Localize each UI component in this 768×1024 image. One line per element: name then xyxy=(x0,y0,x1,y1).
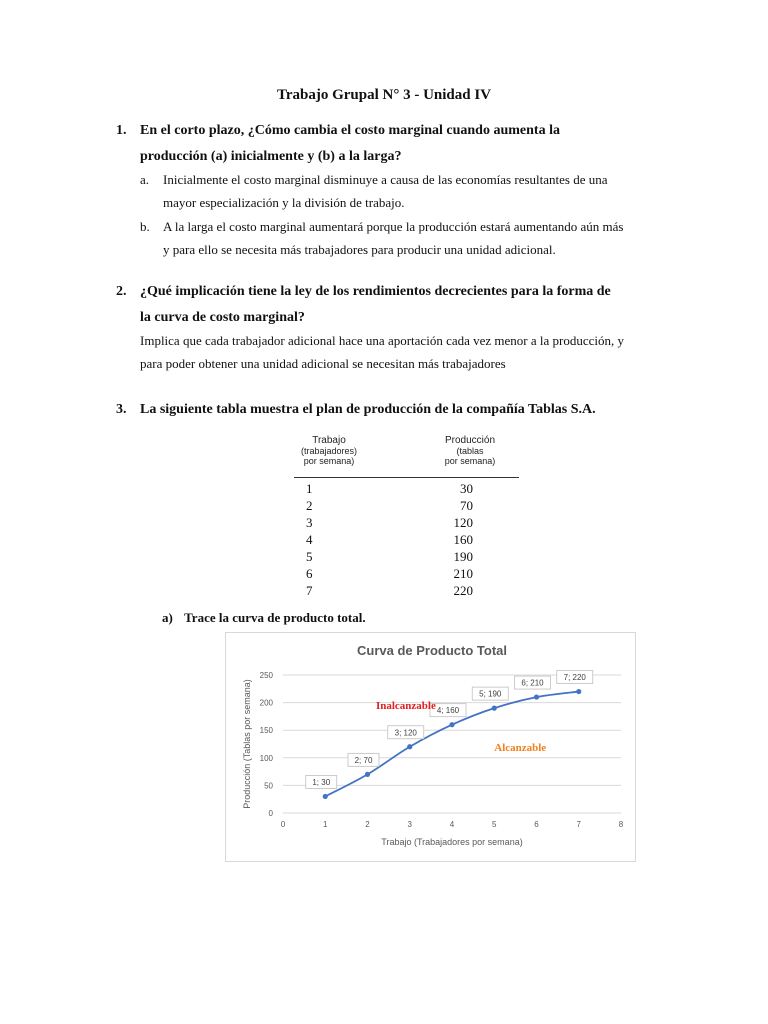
answer-b-line2: y para ello se necesita más trabajadores para producir una unidad adicional. xyxy=(163,242,556,257)
answer-b-line1: A la larga el costo marginal aumentará porque la producción estará aumentando aún más xyxy=(163,219,624,234)
data-label: 2; 70 xyxy=(354,755,373,765)
table-body xyxy=(294,480,519,599)
table-cell-production: 210 xyxy=(453,566,473,581)
header-labor-line1: Trabajo xyxy=(312,435,346,446)
header-labor-line3: por semana) xyxy=(303,456,355,466)
question-1-answers xyxy=(0,168,768,264)
table-cell-labor: 3 xyxy=(306,515,313,530)
y-tick-label: 50 xyxy=(264,781,273,791)
table-row xyxy=(294,497,519,514)
table-cell-production: 120 xyxy=(453,515,473,530)
header-production-line2: (tablas xyxy=(456,446,484,456)
chart-annotation: Alcanzable xyxy=(494,742,547,755)
question-3 xyxy=(0,397,768,423)
table-row xyxy=(294,565,519,582)
header-production-line1: Producción xyxy=(444,435,496,446)
question-2-number: 2. xyxy=(116,284,127,299)
table-row xyxy=(294,548,519,565)
question-2-text-line1: ¿Qué implicación tiene la ley de los rendimientos decrecientes para la forma de xyxy=(140,284,611,299)
header-production-line3: por semana) xyxy=(444,456,496,466)
x-tick-label: 5 xyxy=(492,820,497,829)
data-point xyxy=(534,694,539,699)
chart-container xyxy=(225,632,636,862)
page-title: Trabajo Grupal N° 3 - Unidad IV xyxy=(276,87,492,103)
table-row xyxy=(294,582,519,599)
table-cell-production: 160 xyxy=(453,532,473,547)
x-tick-label: 3 xyxy=(407,820,412,829)
data-point xyxy=(492,706,497,711)
table-cell-production: 70 xyxy=(460,498,473,513)
table-cell-labor: 2 xyxy=(306,498,313,513)
data-label: 5; 190 xyxy=(479,689,502,699)
data-point xyxy=(449,722,454,727)
data-point xyxy=(323,794,328,799)
table-cell-labor: 5 xyxy=(306,549,313,564)
x-tick-label: 7 xyxy=(576,820,581,829)
x-tick-label: 4 xyxy=(449,820,455,829)
answer-a-letter: a. xyxy=(140,172,150,187)
question-3-text: La siguiente tabla muestra el plan de producción de la compañía Tablas S.A. xyxy=(140,402,596,417)
question-2-answer xyxy=(0,329,768,377)
table-cell-labor: 7 xyxy=(306,583,313,598)
answer-2-line1: Implica que cada trabajador adicional hace una aportación cada vez menor a la producción, y xyxy=(140,333,625,348)
chart-title: Curva de Producto Total xyxy=(357,643,507,658)
subquestion-a-letter: a) xyxy=(162,610,173,625)
data-label: 3; 120 xyxy=(394,728,417,738)
question-2 xyxy=(0,279,768,331)
question-2-text-line2: la curva de costo marginal? xyxy=(140,310,305,325)
question-1 xyxy=(0,118,768,170)
table-cell-labor: 6 xyxy=(306,566,313,581)
chart-annotation: Inalcanzable xyxy=(375,700,436,713)
data-label: 6; 210 xyxy=(521,678,544,688)
answer-b-letter: b. xyxy=(140,219,150,234)
subquestion-a xyxy=(162,610,366,626)
question-3-number: 3. xyxy=(116,402,127,417)
x-tick-label: 1 xyxy=(323,820,328,829)
x-tick-label: 6 xyxy=(534,820,539,829)
x-tick-label: 0 xyxy=(280,820,286,829)
table-cell-labor: 1 xyxy=(306,481,313,496)
y-tick-label: 150 xyxy=(259,726,273,736)
table-cell-labor: 4 xyxy=(306,532,313,547)
question-1-text-line2: producción (a) inicialmente y (b) a la larga? xyxy=(140,149,402,164)
data-label: 4; 160 xyxy=(436,706,460,716)
data-point xyxy=(407,744,412,749)
data-label: 7; 220 xyxy=(563,673,586,683)
answer-a-line1: Inicialmente el costo marginal disminuye a causa de las economías resultantes de una xyxy=(163,172,608,187)
table-header-labor xyxy=(294,436,364,466)
subquestion-a-text: Trace la curva de producto total. xyxy=(184,610,366,625)
y-tick-label: 0 xyxy=(268,809,273,818)
x-axis-label: Trabajo (Trabajadores por semana) xyxy=(381,837,523,847)
data-point xyxy=(365,772,370,777)
x-tick-label: 2 xyxy=(365,820,370,829)
y-tick-label: 200 xyxy=(259,698,273,708)
table-cell-production: 190 xyxy=(453,549,473,564)
production-table xyxy=(294,436,519,601)
table-header-production xyxy=(430,436,510,466)
table-row xyxy=(294,514,519,531)
question-1-number: 1. xyxy=(116,123,127,138)
data-point xyxy=(576,689,581,694)
total-product-chart xyxy=(226,633,635,861)
data-label: 1; 30 xyxy=(312,777,331,787)
answer-2-line2: para poder obtener una unidad adicional se necesitan más trabajadores xyxy=(140,356,506,371)
answer-a-line2: mayor especialización y la división de trabajo. xyxy=(163,195,405,210)
y-axis-label: Producción (Tablas por semana) xyxy=(242,679,252,809)
y-tick-label: 100 xyxy=(259,753,273,763)
table-cell-production: 30 xyxy=(460,481,473,496)
table-row xyxy=(294,531,519,548)
table-cell-production: 220 xyxy=(453,583,473,598)
table-row xyxy=(294,480,519,497)
table-divider xyxy=(294,477,519,478)
x-tick-label: 8 xyxy=(618,820,624,829)
header-labor-line2: (trabajadores) xyxy=(300,446,358,456)
y-tick-label: 250 xyxy=(259,671,273,680)
question-1-text-line1: En el corto plazo, ¿Cómo cambia el costo marginal cuando aumenta la xyxy=(140,123,560,138)
